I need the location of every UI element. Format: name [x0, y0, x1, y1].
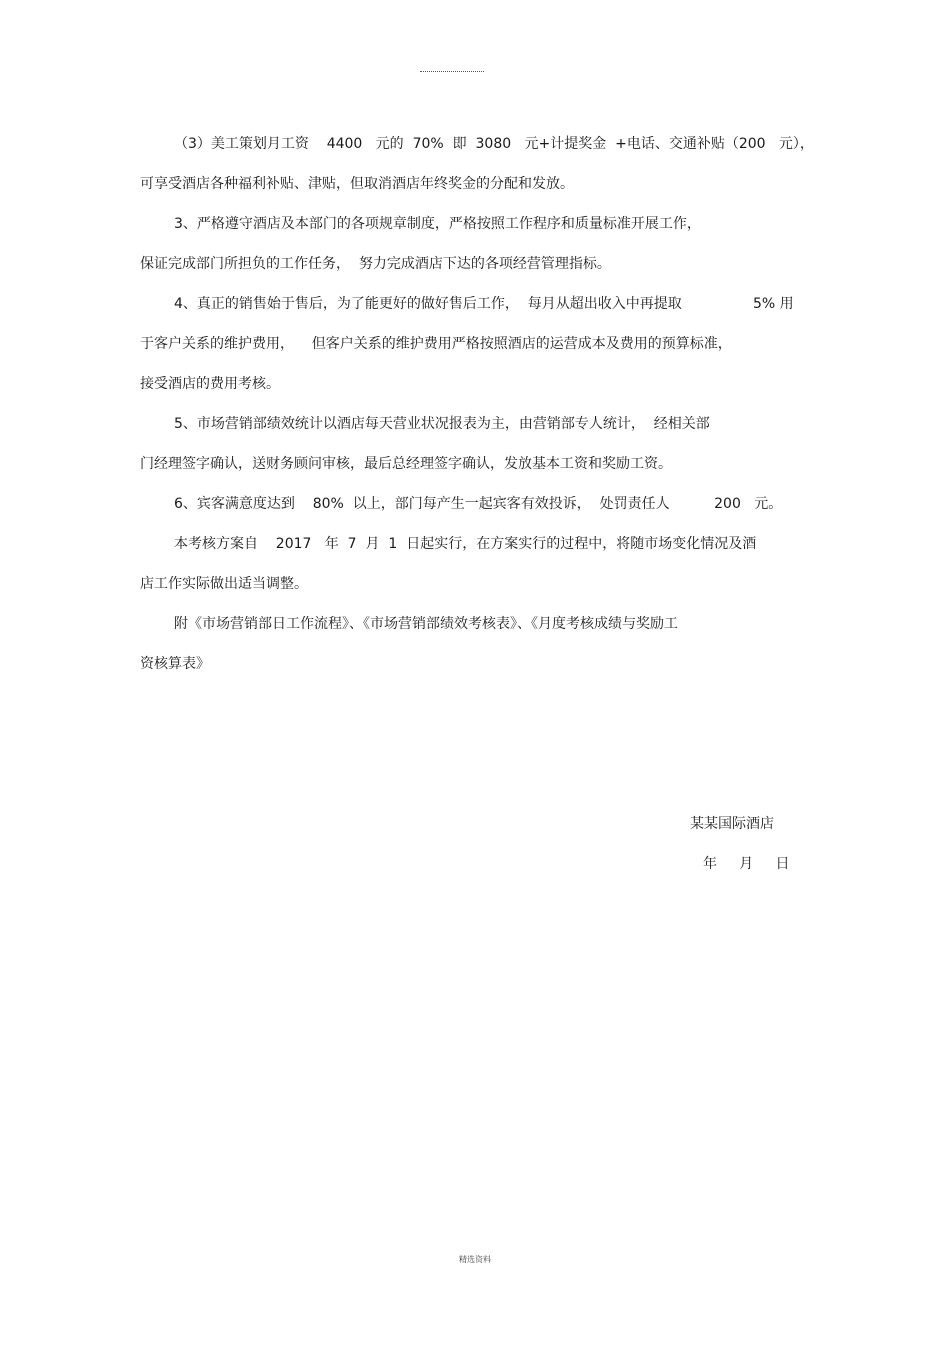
text-line: （3）美工策划月工资 4400 元的 70% 即 3080 元+计提奖金 +电话、交通补贴（200 元）， [174, 136, 814, 152]
signature-org: 某某国际酒店 [690, 816, 774, 832]
text-line: 5、市场营销部绩效统计以酒店每天营业状况报表为主，由营销部专人统计， 经相关部 [174, 416, 710, 432]
text-line: 资核算表》 [140, 656, 210, 672]
page-footer: 精选资料 [459, 1255, 491, 1264]
text-line: 店工作实际做出适当调整。 [140, 576, 308, 592]
text-line: 4、真正的销售始于售后，为了能更好的做好售后工作， 每月从超出收入中再提取 5% 用 [174, 296, 794, 312]
text-line: 接受酒店的费用考核。 [140, 376, 280, 392]
header-dotted-rule [420, 71, 484, 72]
text-line: 于客户关系的维护费用， 但客户关系的维护费用严格按照酒店的运营成本及费用的预算标准， [140, 336, 732, 352]
text-line: 本考核方案自 2017 年 7 月 1 日起实行，在方案实行的过程中，将随市场变化情况及酒 [174, 536, 757, 552]
text-line: 6、宾客满意度达到 80% 以上，部门每产生一起宾客有效投诉， 处罚责任人 200 元。 [174, 496, 783, 512]
text-line: 可享受酒店各种福利补贴、津贴，但取消酒店年终奖金的分配和发放。 [140, 176, 574, 192]
signature-date: 年 月 日 [703, 856, 790, 872]
text-line: 3、严格遵守酒店及本部门的各项规章制度，严格按照工作程序和质量标准开展工作， [174, 216, 701, 232]
text-line: 附《市场营销部日工作流程》、《市场营销部绩效考核表》、《月度考核成绩与奖励工 [174, 616, 678, 632]
text-line: 门经理签字确认，送财务顾问审核，最后总经理签字确认，发放基本工资和奖励工资。 [140, 456, 672, 472]
text-line: 保证完成部门所担负的工作任务， 努力完成酒店下达的各项经营管理指标。 [140, 256, 611, 272]
